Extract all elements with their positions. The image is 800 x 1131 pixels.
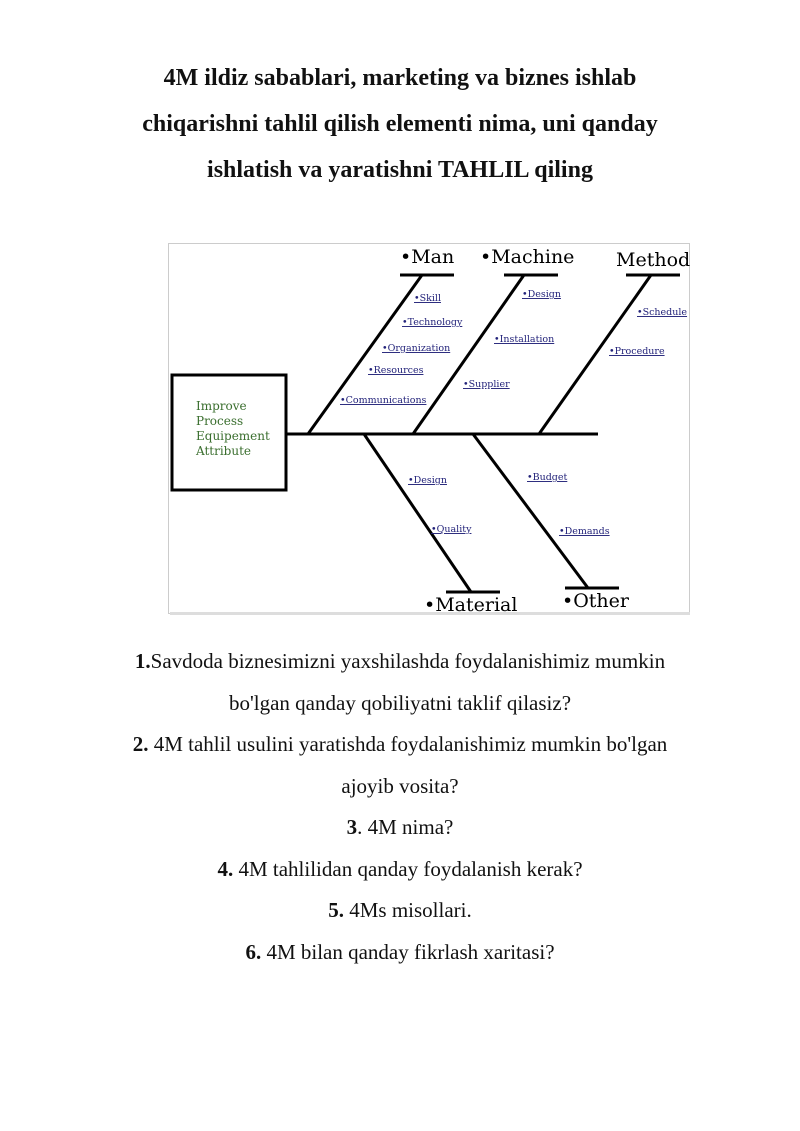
category-material-label: •Material: [424, 594, 518, 615]
category-man-label: •Man: [400, 246, 455, 268]
question-3-number: 3: [346, 815, 358, 839]
question-2: [100, 724, 700, 766]
fishbone-diagram: [168, 243, 690, 615]
question-3: [100, 807, 700, 849]
material-item-quality: •Quality: [431, 524, 472, 535]
category-method-label: Method: [616, 249, 690, 271]
material-item-design: •Design: [408, 475, 447, 486]
man-item-technology: •Technology: [402, 317, 463, 328]
question-2-number: 2.: [132, 732, 149, 756]
effect-line-2: Process: [196, 414, 244, 428]
title-line-1: 4M ildiz sabablari, marketing va biznes ishlab: [163, 65, 637, 91]
question-5-number: 5.: [328, 898, 344, 922]
other-item-demands: •Demands: [559, 526, 610, 537]
man-item-skill: •Skill: [414, 293, 441, 304]
question-1-continuation: bo'lgan qanday qobiliyatni taklif qilasiz?: [228, 690, 572, 715]
machine-item-installation: •Installation: [494, 334, 555, 345]
method-item-schedule: •Schedule: [637, 307, 688, 318]
document-title: [120, 55, 680, 193]
machine-item-design: •Design: [522, 289, 561, 300]
question-5: [100, 890, 700, 932]
question-5-text: 4Ms misollari.: [343, 898, 472, 922]
other-item-budget: •Budget: [527, 472, 568, 483]
question-4-text: 4M tahlilidan qanday foydalanish kerak?: [233, 856, 583, 881]
question-2-continuation: ajoyib vosita?: [341, 773, 459, 798]
category-machine-label: •Machine: [480, 246, 575, 268]
title-line-3: ishlatish va yaratishni TAHLIL qiling: [207, 157, 593, 183]
method-item-procedure: •Procedure: [609, 346, 665, 357]
question-6-number: 6.: [245, 939, 262, 964]
man-item-communications: •Communications: [340, 395, 427, 406]
question-1-number: 1.: [134, 649, 151, 673]
question-3-text: . 4M nima?: [357, 815, 454, 839]
question-4-number: 4.: [217, 856, 234, 881]
effect-line-3: Equipement: [196, 429, 270, 443]
question-1: [100, 641, 700, 683]
machine-item-supplier: •Supplier: [463, 379, 510, 390]
question-list: [100, 641, 700, 973]
category-other-label: •Other: [562, 590, 629, 612]
question-6: [100, 932, 700, 974]
effect-line-1: Improve: [196, 399, 247, 413]
question-4: [100, 849, 700, 891]
question-1-text: Savdoda biznesimizni yaxshilashda foydalanishimiz mumkin: [150, 649, 666, 673]
man-item-organization: •Organization: [382, 343, 451, 354]
man-item-resources: •Resources: [368, 365, 424, 376]
question-2-text: 4M tahlil usulini yaratishda foydalanishimiz mumkin bo'lgan: [148, 732, 668, 756]
title-line-2: chiqarishni tahlil qilish elementi nima, uni qanday: [142, 111, 658, 137]
effect-line-4: Attribute: [196, 444, 252, 458]
question-6-text: 4M bilan qanday fikrlash xaritasi?: [261, 939, 555, 964]
